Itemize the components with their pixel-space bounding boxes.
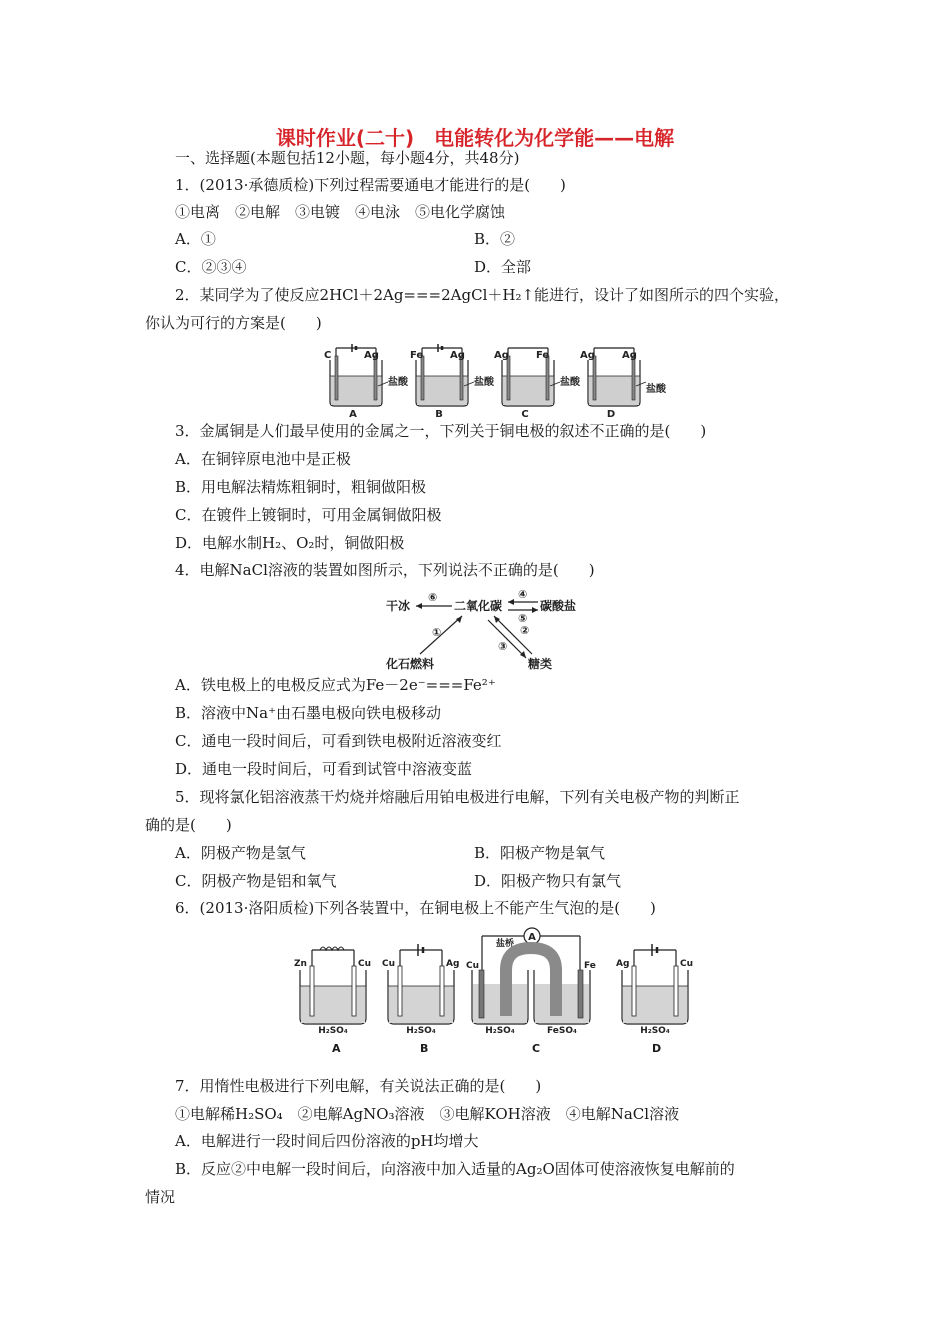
q1-items: ①电离 ②电解 ③电镀 ④电泳 ⑤电化学腐蚀 [175,203,506,221]
q7-items: ①电解稀H₂SO₄ ②电解AgNO₃溶液 ③电解KOH溶液 ④电解NaCl溶液 [175,1105,680,1123]
q1-option-c: C．②③④ [175,258,247,276]
q1-option-d: D．全部 [474,258,532,276]
q2-beaker-a [324,344,409,420]
q1-option-b: B．② [474,230,516,248]
carbonate-label: 碳酸盐 [540,599,577,613]
q6-label-c: C [532,1042,541,1055]
q5-option-a: A．阴极产物是氢气 [175,844,306,862]
solution-label: H₂SO₄ [406,1026,436,1036]
q2-stem-line2: 你认为可行的方案是( ) [145,314,322,332]
electrode-label: Ag [450,350,465,361]
step-number: ⑤ [518,612,528,625]
q6-beaker-d [616,944,693,1036]
page-title: 课时作业(二十) 电能转化为化学能——电解 [275,126,675,150]
q4-option-a: A．铁电极上的电极反应式为Fe－2e⁻===Fe²⁺ [175,676,496,694]
q4-stem: 4．电解NaCl溶液的装置如图所示，下列说法不正确的是( ) [175,561,595,579]
electrode-label: Ag [446,959,460,969]
electrode-label: Cu [680,959,694,969]
option-label: D [606,409,616,420]
q7-option-b-line2: 情况 [145,1188,176,1206]
option-label: C [521,409,529,420]
q5-option-d: D．阳极产物只有氯气 [474,872,622,890]
q4-option-c: C．通电一段时间后，可看到铁电极附近溶液变红 [175,732,502,750]
electrode-label: Ag [494,350,509,361]
step-number: ③ [498,640,508,653]
q2-beaker-d [580,348,667,420]
electrode-label: Fe [410,350,424,361]
q7-option-b-line1: B．反应②中电解一段时间后，向溶液中加入适量的Ag₂O固体可使溶液恢复电解前的 [175,1160,735,1178]
solution-label: 盐酸 [474,377,494,388]
q3-option-c: C．在镀件上镀铜时，可用金属铜做阳极 [175,506,442,524]
electrode-label: Ag [580,350,595,361]
option-label: B [435,409,443,420]
option-label: A [349,409,357,420]
q6-label-a: A [332,1042,341,1055]
q4-option-d: D．通电一段时间后，可看到试管中溶液变蓝 [175,760,473,778]
q2-beaker-c [494,348,581,420]
solution-label: H₂SO₄ [640,1026,670,1036]
q5-option-b: B．阳极产物是氧气 [474,844,606,862]
salt-bridge-label: 盐桥 [496,939,515,949]
electrode-label: Ag [616,959,630,969]
q5-stem-line1: 5．现将氯化铝溶液蒸干灼烧并熔融后用铂电极进行电解，下列有关电极产物的判断正 [175,788,740,806]
solution-label: H₂SO₄ [485,1026,515,1036]
solution-label: H₂SO₄ [318,1026,348,1036]
electrode-label: Ag [364,350,379,361]
q1-stem: 1．(2013·承德质检)下列过程需要通电才能进行的是( ) [175,176,566,194]
solution-label: 盐酸 [388,377,408,388]
electrode-label: Zn [294,959,307,969]
sugar-label: 糖类 [528,657,553,671]
fossil-fuel-label: 化石燃料 [386,657,435,671]
electrode-label: Ag [622,350,637,361]
q1-option-a: A．① [175,230,216,248]
q7-option-a: A．电解进行一段时间后四份溶液的pH均增大 [175,1132,479,1150]
q7-stem: 7．用惰性电极进行下列电解，有关说法正确的是( ) [175,1077,542,1095]
ammeter-label: A [528,932,536,943]
q6-figure [290,926,700,1038]
electrode-label: Cu [358,959,372,969]
step-number: ① [432,626,442,639]
q6-label-b: B [420,1042,429,1055]
step-number: ④ [518,588,528,601]
q2-beaker-b [410,344,495,420]
solution-label: 盐酸 [646,384,666,395]
q2-figure [318,342,666,420]
electrode-label: Fe [584,961,596,971]
electrode-label: Cu [466,961,480,971]
q2-stem-line1: 2．某同学为了使反应2HCl＋2Ag===2AgCl＋H₂↑能进行，设计了如图所示的四个实验， [175,286,790,304]
step-number: ② [520,624,530,637]
q6-beaker-b [382,944,459,1036]
section-heading: 一、选择题(本题包括12小题，每小题4分，共48分) [175,149,520,167]
solution-label: 盐酸 [560,377,580,388]
q6-beaker-c [466,928,596,1036]
q6-label-d: D [652,1042,662,1055]
q3-option-d: D．电解水制H₂、O₂时，铜做阳极 [175,534,405,552]
q5-stem-line2: 确的是( ) [145,816,232,834]
q3-stem: 3．金属铜是人们最早使用的金属之一，下列关于铜电极的叙述不正确的是( ) [175,422,707,440]
solution-label: FeSO₄ [547,1026,577,1036]
dry-ice-label: 干冰 [386,599,411,613]
electrode-label: C [324,350,332,361]
q3-option-b: B．用电解法精炼粗铜时，粗铜做阳极 [175,478,427,496]
q4-option-b: B．溶液中Na⁺由石墨电极向铁电极移动 [175,704,442,722]
electrode-label: Fe [536,350,550,361]
step-number: ⑥ [428,591,438,604]
q6-stem: 6．(2013·洛阳质检)下列各装置中，在铜电极上不能产生气泡的是( ) [175,899,656,917]
q6-beaker-a [294,947,371,1036]
co2-label: 二氧化碳 [454,599,503,613]
electrode-label: Cu [382,959,396,969]
q5-option-c: C．阴极产物是铝和氧气 [175,872,337,890]
q3-option-a: A．在铜锌原电池中是正极 [175,450,351,468]
q4-figure [380,588,610,672]
